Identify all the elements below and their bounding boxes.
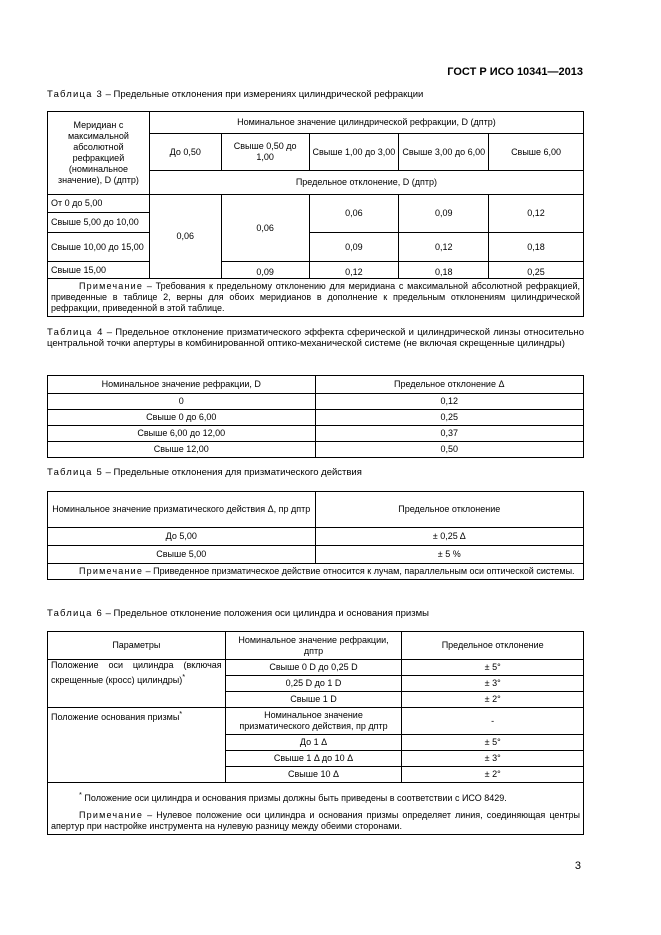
- table3-subheader: До 0,50: [149, 134, 221, 171]
- table3-subheader: Свыше 3,00 до 6,00: [399, 134, 489, 171]
- table4-cell: 0: [48, 394, 316, 410]
- table4-cell: 0,25: [315, 410, 584, 426]
- document-header: ГОСТ Р ИСО 10341—2013: [447, 66, 583, 78]
- table6-group2-text: Положение основания призмы: [51, 712, 180, 722]
- table6-note-text: – Нулевое положение оси цилиндра и основания призмы определяет линия, соединяющая центры апертур при настройке инструмента на нулевую разницу между обеими сторонами.: [51, 810, 580, 831]
- footnote-star: *: [182, 672, 186, 681]
- table6-col3-header: Предельное отклонение: [402, 632, 584, 660]
- table4-caption: [47, 327, 584, 349]
- table6-notes: [48, 783, 584, 835]
- table3-note: [48, 279, 584, 317]
- table3-caption-text: – Предельные отклонения при измерениях цилиндрической рефракции: [102, 89, 424, 100]
- table3-caption-label: Таблица 3: [47, 89, 103, 100]
- table4-cell: 0,37: [315, 426, 584, 442]
- table4-cell: Свыше 6,00 до 12,00: [48, 426, 316, 442]
- table3-subheader: Свыше 6,00: [489, 134, 584, 171]
- table6-cell: Свыше 10 Δ: [225, 767, 402, 783]
- table6-caption-text: – Предельное отклонение положения оси цилиндра и основания призмы: [102, 608, 429, 619]
- table4-cell: 0,12: [315, 394, 584, 410]
- table3-cell: 0,12: [309, 262, 399, 279]
- table4-cell: Свыше 0 до 6,00: [48, 410, 316, 426]
- table6-cell: ± 2°: [402, 767, 584, 783]
- table3-cell: 0,06: [221, 195, 309, 262]
- table3-cell: 0,12: [399, 233, 489, 262]
- table6-cell: ± 3°: [402, 676, 584, 692]
- table5-cell: Свыше 5,00: [48, 546, 316, 564]
- table6-cell: ± 2°: [402, 692, 584, 708]
- table6-group1-text: Положение оси цилиндра (включая скрещенные (кросс) цилиндры): [51, 660, 222, 685]
- table6-col1-header: Параметры: [48, 632, 226, 660]
- table3-nominal-header: Номинальное значение цилиндрической рефракции, D (дптр): [149, 112, 583, 134]
- table5-cell: До 5,00: [48, 528, 316, 546]
- table5: [47, 491, 584, 580]
- table6-cell: 0,25 D до 1 D: [225, 676, 402, 692]
- footnote-star: *: [79, 790, 82, 799]
- table5-note-label: Примечание: [79, 566, 144, 576]
- table3-cell: 0,06: [309, 195, 399, 233]
- table6-cell: Свыше 1 Δ до 10 Δ: [225, 751, 402, 767]
- table3-caption: [47, 89, 423, 100]
- table6-col2-header: Номинальное значение рефракции, дптр: [225, 632, 402, 660]
- table5-note-text: – Приведенное призматическое действие относится к лучам, параллельным оси оптической системы.: [143, 566, 575, 576]
- table3-row-label: От 0 до 5,00: [48, 195, 150, 213]
- table3-cell: 0,18: [399, 262, 489, 279]
- table6-group-label: [48, 708, 226, 783]
- table6-footnote-text: Положение оси цилиндра и основания призмы должны быть приведены в соответствии с ИСО 8429.: [81, 793, 507, 803]
- table5-caption-text: – Предельные отклонения для призматического действия: [102, 467, 362, 478]
- table6: [47, 631, 584, 835]
- table3-cell: 0,06: [149, 195, 221, 279]
- table4-cell: 0,50: [315, 442, 584, 458]
- table4-caption-label: Таблица 4: [47, 327, 104, 338]
- table4-col2-header: Предельное отклонение Δ: [315, 376, 584, 394]
- table3-row-label: Свыше 10,00 до 15,00: [48, 233, 150, 262]
- table3-subheader: Свыше 1,00 до 3,00: [309, 134, 399, 171]
- table5-note: [48, 564, 584, 580]
- table6-caption-label: Таблица 6: [47, 608, 103, 619]
- table6-cell: ± 3°: [402, 751, 584, 767]
- table6-cell: -: [402, 708, 584, 735]
- table5-cell: ± 5 %: [315, 546, 583, 564]
- table3-cell: 0,09: [309, 233, 399, 262]
- table6-footnote: [51, 785, 580, 810]
- table5-col1-header: Номинальное значение призматического действия Δ, пр дптр: [48, 492, 316, 528]
- table3-cell: 0,09: [221, 262, 309, 279]
- table5-caption-label: Таблица 5: [47, 467, 103, 478]
- table3-cell: 0,25: [489, 262, 584, 279]
- table6-caption: [47, 608, 429, 619]
- table4-caption-text: – Предельное отклонение призматического эффекта сферической и цилиндрической линзы относительно центральной точки апертуры в комбинированной оптико-механической системе (не включая скрещенные цилиндры): [47, 327, 584, 349]
- table5-caption: [47, 467, 362, 478]
- table4: [47, 375, 584, 458]
- table3-note-label: Примечание: [79, 281, 144, 291]
- table6-cell: Номинальное значение призматического действия, пр дптр: [225, 708, 402, 735]
- table6-cell: Свыше 0 D до 0,25 D: [225, 660, 402, 676]
- table3-cell: 0,12: [489, 195, 584, 233]
- table3-subheader: Свыше 0,50 до 1,00: [221, 134, 309, 171]
- table3-meridian-header: Меридиан с максимальной абсолютной рефракцией (номинальное значение), D (дптр): [48, 112, 150, 195]
- table5-cell: ± 0,25 Δ: [315, 528, 583, 546]
- table4-cell: Свыше 12,00: [48, 442, 316, 458]
- table3-row-label: Свыше 15,00: [48, 262, 150, 279]
- table3-cell: 0,18: [489, 233, 584, 262]
- table6-cell: До 1 Δ: [225, 735, 402, 751]
- footnote-star: *: [179, 709, 183, 718]
- table4-col1-header: Номинальное значение рефракции, D: [48, 376, 316, 394]
- table6-cell: ± 5°: [402, 735, 584, 751]
- table6-group-label: [48, 660, 226, 708]
- table3-note-text: – Требования к предельному отклонению для меридиана с максимальной абсолютной рефракцией, приведенные в таблице 2, верны для обоих меридианов в дополнение к предельным отклонениям цилиндрической рефракции, приведенной в этой таблице.: [51, 281, 580, 313]
- table6-note-label: Примечание: [79, 810, 144, 820]
- table5-col2-header: Предельное отклонение: [315, 492, 583, 528]
- table3-deviation-header: Предельное отклонение, D (дптр): [149, 171, 583, 195]
- page-number: 3: [574, 860, 581, 872]
- table3-row-label: Свыше 5,00 до 10,00: [48, 213, 150, 233]
- table3: [47, 111, 584, 317]
- table6-cell: Свыше 1 D: [225, 692, 402, 708]
- table6-cell: ± 5°: [402, 660, 584, 676]
- table3-cell: 0,09: [399, 195, 489, 233]
- table6-note: [51, 810, 580, 832]
